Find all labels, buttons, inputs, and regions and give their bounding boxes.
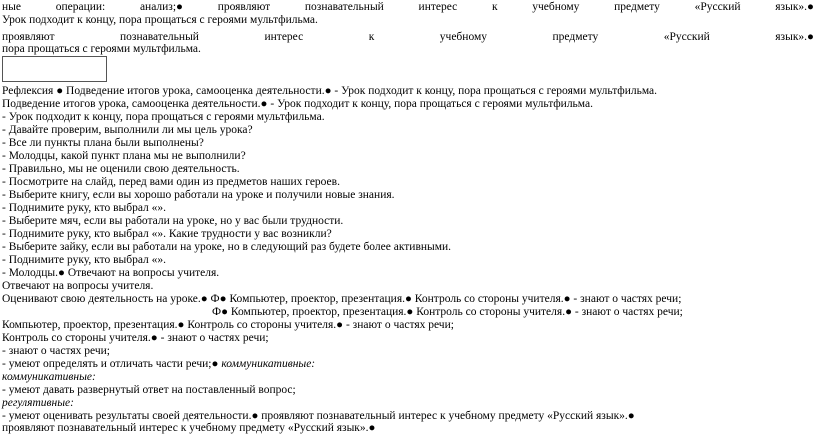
word: познавательный	[304, 1, 384, 13]
word: к	[491, 1, 498, 13]
empty-frame-box	[2, 56, 107, 82]
word: учебному	[532, 1, 580, 13]
word: к	[368, 31, 375, 43]
text-row-2: Урок подходит к концу, пора прощаться с героями мультфильма.	[2, 14, 318, 26]
word: интерес	[418, 1, 458, 13]
word: анализ;●	[139, 1, 183, 13]
text-line: - Поднимите руку, кто выбрал «». Какие трудности у вас возникли?	[2, 228, 332, 240]
text-line: - Молодцы.● Отвечают на вопросы учителя.	[2, 267, 220, 279]
text-line: Ф● Компьютер, проектор, презентация.● Контроль со стороны учителя.● - знают о частях речи;	[212, 306, 683, 318]
word: учебному	[439, 31, 487, 43]
word: «Русский	[694, 1, 741, 13]
word: познавательный	[120, 31, 199, 43]
text-line: - знают о частях речи;	[2, 345, 110, 357]
text-part: - умеют определять и отличать части речи;●	[2, 358, 222, 370]
text-line: - умеют давать развернутый ответ на поставленный вопрос;	[2, 384, 296, 396]
text-line: - Выберите мяч, если вы работали на уроке, но у вас были трудности.	[2, 215, 344, 227]
text-line: - Правильно, мы не оценили свою деятельность.	[2, 163, 240, 175]
word: язык».●	[775, 31, 814, 43]
text-line: - Посмотрите на слайд, перед вами один из предметов наших героев.	[2, 176, 340, 188]
word: язык».●	[775, 1, 814, 13]
text-line: Контроль со стороны учителя.● - знают о частях речи;	[2, 332, 269, 344]
text-line: - Выберите зайку, если вы работали на уроке, но в следующий раз будете более активными.	[2, 241, 452, 253]
italic-heading: регулятивные:	[2, 397, 74, 409]
word: предмету	[552, 31, 599, 43]
word: интерес	[264, 31, 304, 43]
text-line: Отвечают на вопросы учителя.	[2, 280, 154, 292]
word: ные	[2, 1, 21, 13]
text-line: Подведение итогов урока, самооценка деятельности.● - Урок подходит к концу, пора прощаться с героями мультфильма.	[2, 98, 593, 110]
text-line: Компьютер, проектор, презентация.● Контроль со стороны учителя.● - знают о частях речи;	[2, 319, 454, 331]
word: «Русский	[663, 31, 710, 43]
word: операции:	[55, 1, 106, 13]
text-line: - умеют оценивать результаты своей деятельности.● проявляют познавательный интерес к учебному предмету «Русский язык».●	[2, 410, 635, 422]
text-line: - Поднимите руку, кто выбрал «».	[2, 254, 167, 266]
text-line-communicative	[2, 358, 315, 371]
text-line: - Все ли пункты плана были выполнены?	[2, 137, 204, 149]
word: предмету	[614, 1, 660, 13]
italic-heading: коммуникативные:	[2, 371, 96, 383]
text-row-4: пора прощаться с героями мультфильма.	[2, 43, 201, 55]
text-line: Рефлексия ● Подведение итогов урока, самооценка деятельности.● - Урок подходит к концу, пора прощаться с героями мультфильма.	[2, 85, 658, 97]
text-line: - Поднимите руку, кто выбрал «».	[2, 202, 167, 214]
word: проявляют	[2, 31, 55, 43]
italic-heading: коммуникативные:	[221, 358, 316, 370]
text-line: Оценивают свою деятельность на уроке.● Ф● Компьютер, проектор, презентация.● Контроль со стороны учителя.● - знают о частях речи;	[2, 293, 682, 305]
text-line: - Выберите книгу, если вы хорошо работали на уроке и получили новые знания.	[2, 189, 395, 201]
text-row-1	[2, 1, 814, 14]
text-line: - Молодцы, какой пункт плана мы не выполнили?	[2, 150, 246, 162]
text-line: - Урок подходит к концу, пора прощаться с героями мультфильма.	[2, 111, 325, 123]
text-line: - Давайте проверим, выполнили ли мы цель урока?	[2, 124, 253, 136]
word: проявляют	[217, 1, 271, 13]
text-line: проявляют познавательный интерес к учебному предмету «Русский язык».●	[2, 422, 376, 434]
